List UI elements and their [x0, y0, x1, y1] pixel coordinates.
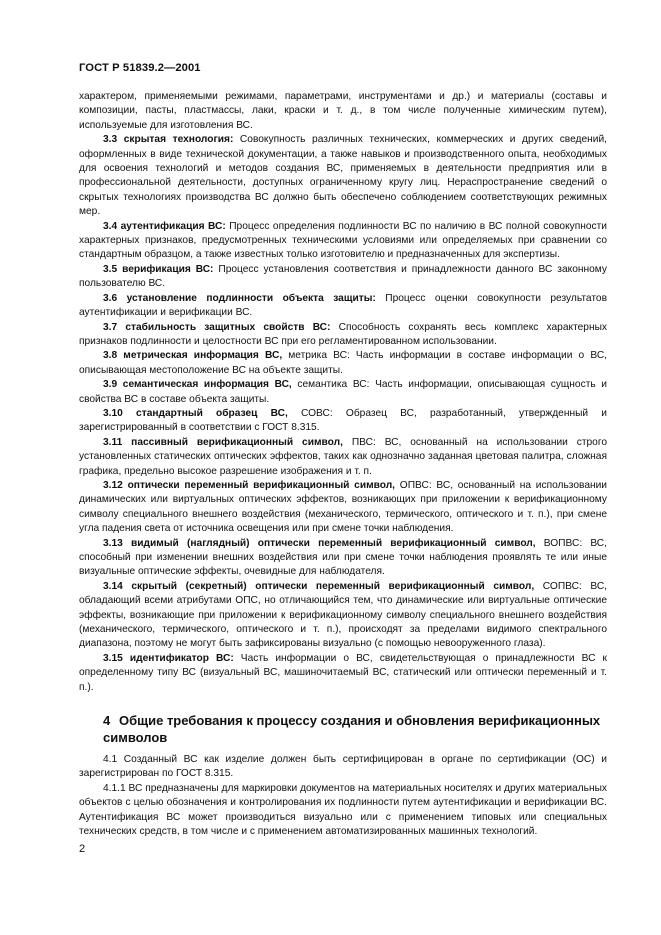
- document-body: [79, 90, 607, 840]
- definition-text-3-10: СОВС: Образец ВС, разработанный, утвержденный и зарегистрированный в соответствии с ГОСТ 8.315.: [79, 407, 607, 434]
- definition-text-3-15: Часть информации о ВС, свидетельствующая о принадлежности ВС к определенному типу ВС (визуальный ВС, машиночитаемый ВС, статический или оптически переменный и т. п.).: [79, 652, 607, 693]
- definition-text-3-12: ОПВС: ВС, основанный на использовании динамических или виртуальных оптических эффектов, возникающих при приложении к верификационному символу специального внешнего воздействия (механического, термического, оптического и т. п.), при смене угла падения света от источника освещения или при смене точки наблюдения.: [79, 479, 607, 535]
- definition-text-3-9: семантика ВС: Часть информации, описывающая сущность и свойства ВС в составе объекта защиты.: [79, 379, 607, 405]
- definition-3-3: [79, 133, 607, 219]
- section-4-title: Общие требования к процессу создания и обновления верификационных символов: [103, 713, 601, 746]
- paragraph-4-1-1: 4.1.1 ВС предназначены для маркировки документов на материальных носителях и других материальных объектов с целью обозначения и контролирования их подлинности путем аутентификации и верификации ВС. Аутентификация ВС может производиться визуально или с применением типовых или специальных технических средств, в том числе и с применением автоматизированных машинных технологий.: [79, 782, 607, 838]
- term-3-14: 3.14 скрытый (секретный) оптически переменный верификационный символ,: [103, 580, 535, 592]
- definition-text-3-4: Процесс определения подлинности ВС по наличию в ВС полной совокупности характерных признаков, предусмотренных техническими условиями или определяемых при сравнении со стандартным образцом, а также известных только изготовителю и предназначенных для экспертизы.: [79, 220, 607, 261]
- term-3-6: 3.6 установление подлинности объекта защиты:: [103, 292, 376, 304]
- term-3-15: 3.15 идентификатор ВС:: [103, 652, 234, 664]
- page-number: 2: [79, 843, 86, 855]
- definition-text-3-7: Способность сохранять весь комплекс характерных признаков подлинности и целостности ВС при его регламентированном использовании.: [79, 321, 607, 347]
- definition-text-3-8: метрика ВС: Часть информации в составе информации о ВС, описывающая местоположение ВС на объекте защиты.: [79, 350, 608, 376]
- term-3-10: 3.10 стандартный образец ВС,: [103, 407, 288, 419]
- definition-text-3-6: Процесс оценки совокупности результатов аутентификации и верификации ВС.: [79, 292, 608, 319]
- term-3-8: 3.8 метрическая информация ВС,: [103, 350, 283, 362]
- definition-3-7: [79, 321, 607, 350]
- section-4-number: 4: [103, 713, 111, 729]
- definition-3-10: [79, 407, 607, 436]
- term-3-12: 3.12 оптически переменный верификационный символ,: [103, 479, 396, 491]
- definition-3-12: [79, 479, 607, 537]
- definition-3-6: [79, 292, 607, 321]
- paragraph-4-1: 4.1 Созданный ВС как изделие должен быть сертифицирован в органе по сертификации (ОС) и зарегистрирован по ГОСТ 8.315.: [79, 754, 607, 780]
- term-3-3: 3.3 скрытая технология:: [103, 134, 234, 146]
- definition-3-14: [79, 580, 607, 652]
- definition-3-4: [79, 220, 607, 263]
- section-4-heading: [103, 712, 607, 746]
- definition-3-15: [79, 652, 607, 695]
- definition-text-3-5: Процесс установления соответствия и принадлежности данного ВС законному пользователю ВС.: [79, 263, 607, 290]
- definition-text-3-13: ВОПВС: ВС, способный при изменении внешних воздействия или при смене точки наблюдения проявлять те или иные визуальные оптические эффекты, очевидные для наблюдателя.: [79, 537, 607, 578]
- definition-text-3-11: ПВС: ВС, основанный на использовании строго установленных статических оптических эффектов, таких как однозначно заданная цветовая палитра, сложная графика, предельно высокое разрешение изображения и т. п.: [79, 436, 607, 477]
- definition-3-5: [79, 263, 607, 292]
- definition-3-8: [79, 349, 607, 378]
- definition-3-11: [79, 436, 607, 479]
- standard-header: ГОСТ Р 51839.2—2001: [79, 62, 201, 74]
- continuation-paragraph: характером, применяемыми режимами, параметрами, инструментами и др.) и материалы (составы и композиции, пасты, пластмассы, лаки, краски и т. д., в том числе полученные химическим путем), используемые для изготовления ВС.: [79, 91, 607, 131]
- term-3-4: 3.4 аутентификация ВС:: [103, 220, 226, 232]
- definition-text-3-14: СОПВС: ВС, обладающий всеми атрибутами ОПС, но отличающийся тем, что динамические или виртуальные оптические эффекты, возникающие при приложении к верификационному символу специального внешнего воздействия (механического, термического, оптического и т. п.), происходят за пределами видимого спектрального диапазона, поэтому не могут быть зафиксированы визуально (с помощью невооруженного глаза).: [79, 580, 608, 650]
- term-3-11: 3.11 пассивный верификационный символ,: [103, 436, 343, 448]
- term-3-9: 3.9 семантическая информация ВС,: [103, 379, 292, 391]
- term-3-7: 3.7 стабильность защитных свойств ВС:: [103, 321, 331, 333]
- term-3-13: 3.13 видимый (наглядный) оптически переменный верификационный символ,: [103, 537, 536, 549]
- definition-text-3-3: Совокупность различных технических, коммерческих и других сведений, оформленных в виде технической документации, а также навыков и производственного опыта, необходимых для освоения технологий и методов создания ВС, применяемых в деятельности предприятия или в профессиональной деятельности, доступных ограниченному кругу лиц. Нераспространение сведений о скрытых технологиях производства ВС должно быть обеспечено соблюдением соответствующих режимных мер.: [79, 134, 607, 218]
- definition-3-9: [79, 378, 607, 407]
- definition-3-13: [79, 537, 607, 580]
- term-3-5: 3.5 верификация ВС:: [103, 263, 214, 275]
